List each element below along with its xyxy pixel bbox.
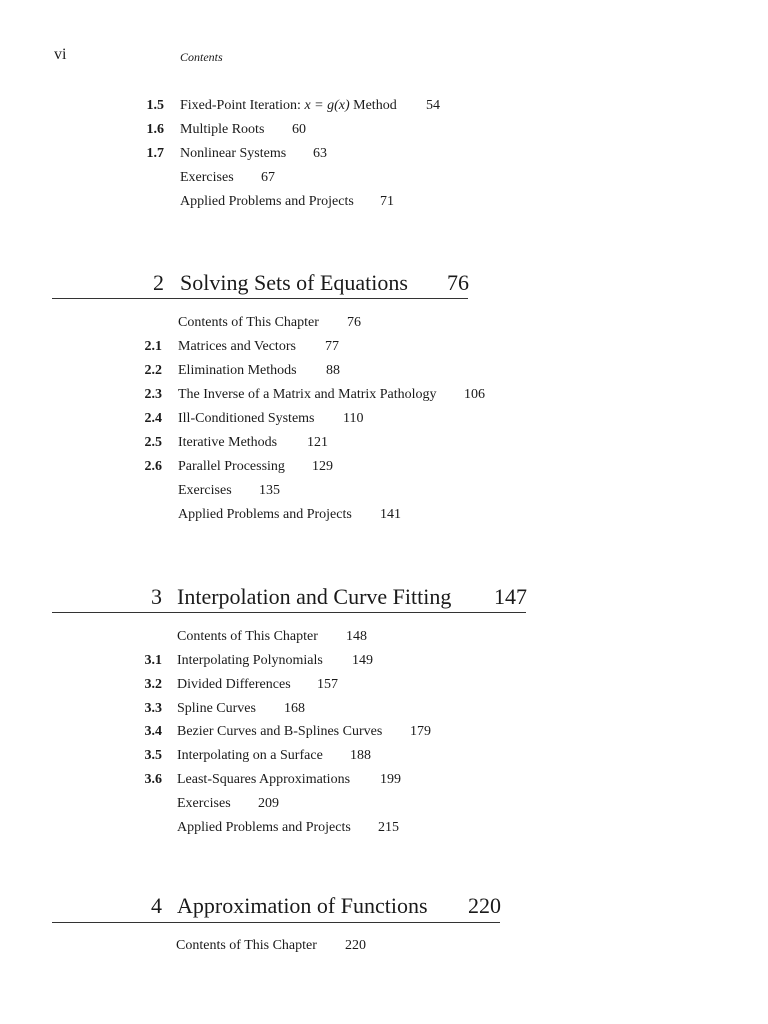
toc-entry [0, 192, 768, 212]
entry-title: Contents of This Chapter [178, 315, 319, 330]
entry-title: Exercises [180, 170, 234, 185]
entry-title: Contents of This Chapter [177, 629, 318, 644]
page-number: 135 [259, 483, 280, 498]
chapter-rule [52, 922, 500, 923]
page-number: vi [54, 46, 67, 63]
toc-entry [0, 96, 768, 116]
section-number: 3.3 [144, 701, 162, 716]
entry-title: Applied Problems and Projects [180, 194, 354, 209]
entry-title: Exercises [177, 796, 231, 811]
entry-title: Contents of This Chapter [176, 938, 317, 953]
page-number: 77 [325, 339, 339, 354]
section-number: 2.6 [144, 459, 162, 474]
entry-title: Interpolating Polynomials [177, 653, 323, 668]
chapter-number: 2 [153, 270, 164, 295]
toc-entry [0, 337, 768, 357]
chapter-number: 3 [151, 584, 162, 609]
entry-title: Exercises [178, 483, 232, 498]
page-number: 54 [426, 98, 440, 113]
section-number: 2.2 [144, 363, 162, 378]
section-number: 1.6 [146, 122, 164, 137]
chapter-heading [0, 268, 768, 298]
page-number: 106 [464, 387, 485, 402]
page-number: 199 [380, 772, 401, 787]
page-number: 215 [378, 820, 399, 835]
toc-entry [0, 627, 768, 647]
toc-entry [0, 168, 768, 188]
page-number: 110 [343, 411, 364, 426]
chapter-heading [0, 582, 768, 612]
entry-title: Applied Problems and Projects [178, 507, 352, 522]
page-number: 141 [380, 507, 401, 522]
entry-title: Multiple Roots [180, 122, 265, 137]
toc-entry [0, 936, 768, 956]
section-number: 2.5 [144, 435, 162, 450]
toc-entry [0, 746, 768, 766]
toc-entry [0, 481, 768, 501]
entry-title: Parallel Processing [178, 459, 285, 474]
toc-entry [0, 457, 768, 477]
running-title: Contents [180, 50, 223, 64]
entry-title: Matrices and Vectors [178, 339, 296, 354]
page-number: 168 [284, 701, 305, 716]
entry-title: Interpolating on a Surface [177, 748, 323, 763]
page-number: 179 [410, 724, 431, 739]
toc-entry [0, 361, 768, 381]
toc-entry [0, 699, 768, 719]
section-number: 2.1 [144, 339, 162, 354]
entry-title: Spline Curves [177, 701, 256, 716]
page-number: 129 [312, 459, 333, 474]
page-number: 220 [345, 938, 366, 953]
entry-title: Divided Differences [177, 677, 291, 692]
chapter-title: Solving Sets of Equations [180, 270, 408, 295]
toc-entry [0, 385, 768, 405]
chapter-rule [52, 612, 526, 613]
entry-title: Elimination Methods [178, 363, 297, 378]
page-number: 157 [317, 677, 338, 692]
page-number: 71 [380, 194, 394, 209]
entry-title: The Inverse of a Matrix and Matrix Pathology [178, 387, 437, 402]
page-number: 76 [347, 315, 361, 330]
page-number: 149 [352, 653, 373, 668]
toc-entry [0, 770, 768, 790]
entry-title [180, 96, 397, 116]
entry-title: Ill-Conditioned Systems [178, 411, 315, 426]
entry-title: Least-Squares Approximations [177, 772, 351, 787]
toc-entry [0, 818, 768, 838]
chapter-title: Approximation of Functions [177, 893, 428, 918]
page-number: 67 [261, 170, 275, 185]
page-number: 88 [326, 363, 340, 378]
toc-entry [0, 409, 768, 429]
toc-entry [0, 722, 768, 742]
entry-title: Iterative Methods [178, 435, 278, 450]
section-number: 2.3 [144, 387, 162, 402]
page-number: 148 [346, 629, 367, 644]
chapter-page: 147 [494, 584, 527, 609]
title-text: Method [349, 98, 397, 113]
toc-entry [0, 433, 768, 453]
chapter-page: 220 [468, 893, 501, 918]
toc-entry [0, 144, 768, 164]
entry-title: Nonlinear Systems [180, 146, 287, 161]
page-number: 121 [307, 435, 328, 450]
toc-entry [0, 675, 768, 695]
toc-entry [0, 651, 768, 671]
section-number: 3.2 [144, 677, 162, 692]
chapter-heading [0, 891, 768, 921]
page-number: 60 [292, 122, 306, 137]
toc-entry [0, 120, 768, 140]
page-number: 188 [350, 748, 371, 763]
entry-title: Applied Problems and Projects [177, 820, 351, 835]
chapter-title: Interpolation and Curve Fitting [177, 584, 452, 609]
entry-title: Bezier Curves and B-Splines Curves [177, 724, 383, 739]
page-number: 63 [313, 146, 327, 161]
math-expression: x = g(x) [304, 98, 350, 113]
toc-entry [0, 313, 768, 333]
section-number: 1.5 [146, 98, 164, 113]
toc-entry [0, 794, 768, 814]
toc-entry [0, 505, 768, 525]
page-number: 209 [258, 796, 279, 811]
section-number: 3.4 [144, 724, 162, 739]
chapter-number: 4 [151, 893, 162, 918]
chapter-page: 76 [447, 270, 469, 295]
section-number: 3.1 [144, 653, 162, 668]
chapter-rule [52, 298, 468, 299]
section-number: 3.5 [144, 748, 162, 763]
section-number: 1.7 [146, 146, 164, 161]
title-text: Fixed-Point Iteration: [180, 98, 305, 113]
section-number: 2.4 [144, 411, 162, 426]
section-number: 3.6 [144, 772, 162, 787]
